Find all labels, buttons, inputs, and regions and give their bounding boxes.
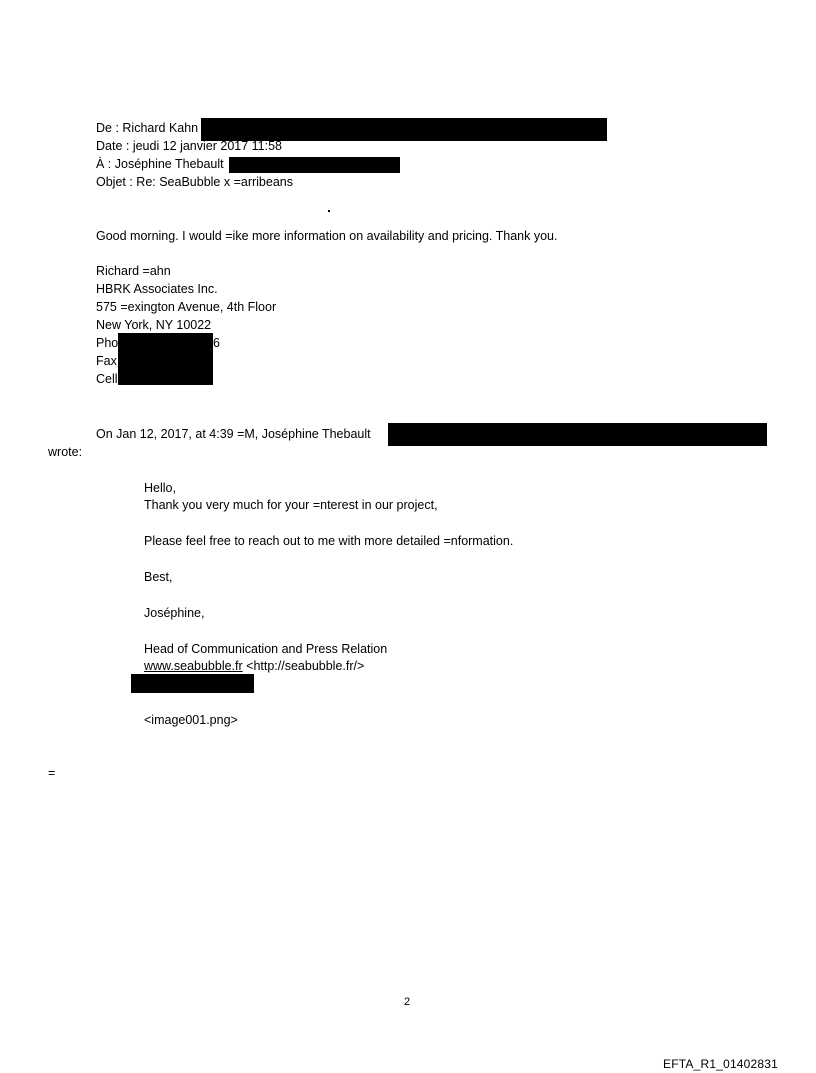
quoted-hello: Hello, [144, 481, 176, 495]
quoted-intro: On Jan 12, 2017, at 4:39 =M, Joséphine Thebault [96, 427, 371, 441]
to-line: À : Joséphine Thebault [96, 157, 224, 171]
signature-phone-label: Pho [96, 336, 119, 350]
signature-name: Richard =ahn [96, 264, 171, 278]
signature-fax-label: Fax [96, 354, 117, 368]
redaction-block [118, 333, 213, 385]
signature-phone-suffix: 6 [213, 336, 220, 350]
date-line: Date : jeudi 12 janvier 2017 11:58 [96, 139, 283, 153]
quoted-website-line [144, 658, 364, 674]
reply-body: Good morning. I would =ike more information on availability and pricing. Thank you. [96, 229, 558, 243]
trailing-equals: = [48, 766, 56, 780]
website-url: <http://seabubble.fr/> [242, 659, 365, 673]
signature-city: New York, NY 10022 [96, 318, 212, 332]
stray-dot [328, 210, 330, 212]
signature-cell-label: Cell [96, 372, 118, 386]
quoted-thanks: Thank you very much for your =nterest in our project, [144, 498, 438, 512]
from-line: De : Richard Kahn [96, 121, 199, 135]
quoted-wrote: wrote: [48, 445, 83, 459]
signature-company: HBRK Associates Inc. [96, 282, 218, 296]
quoted-best: Best, [144, 570, 173, 584]
quoted-title: Head of Communication and Press Relation [144, 642, 388, 656]
page-number: 2 [404, 996, 411, 1008]
quoted-attachment[interactable]: <image001.png> [144, 713, 238, 727]
redaction-block [131, 674, 254, 693]
redaction-block [229, 157, 400, 173]
subject-line: Objet : Re: SeaBubble x =arribeans [96, 175, 293, 189]
quoted-name: Joséphine, [144, 606, 205, 620]
redaction-block [388, 423, 767, 446]
quoted-feel-free: Please feel free to reach out to me with more detailed =nformation. [144, 534, 514, 548]
signature-address: 575 =exington Avenue, 4th Floor [96, 300, 277, 314]
document-id: EFTA_R1_01402831 [663, 1057, 779, 1071]
website-link[interactable]: www.seabubble.fr [144, 659, 243, 673]
